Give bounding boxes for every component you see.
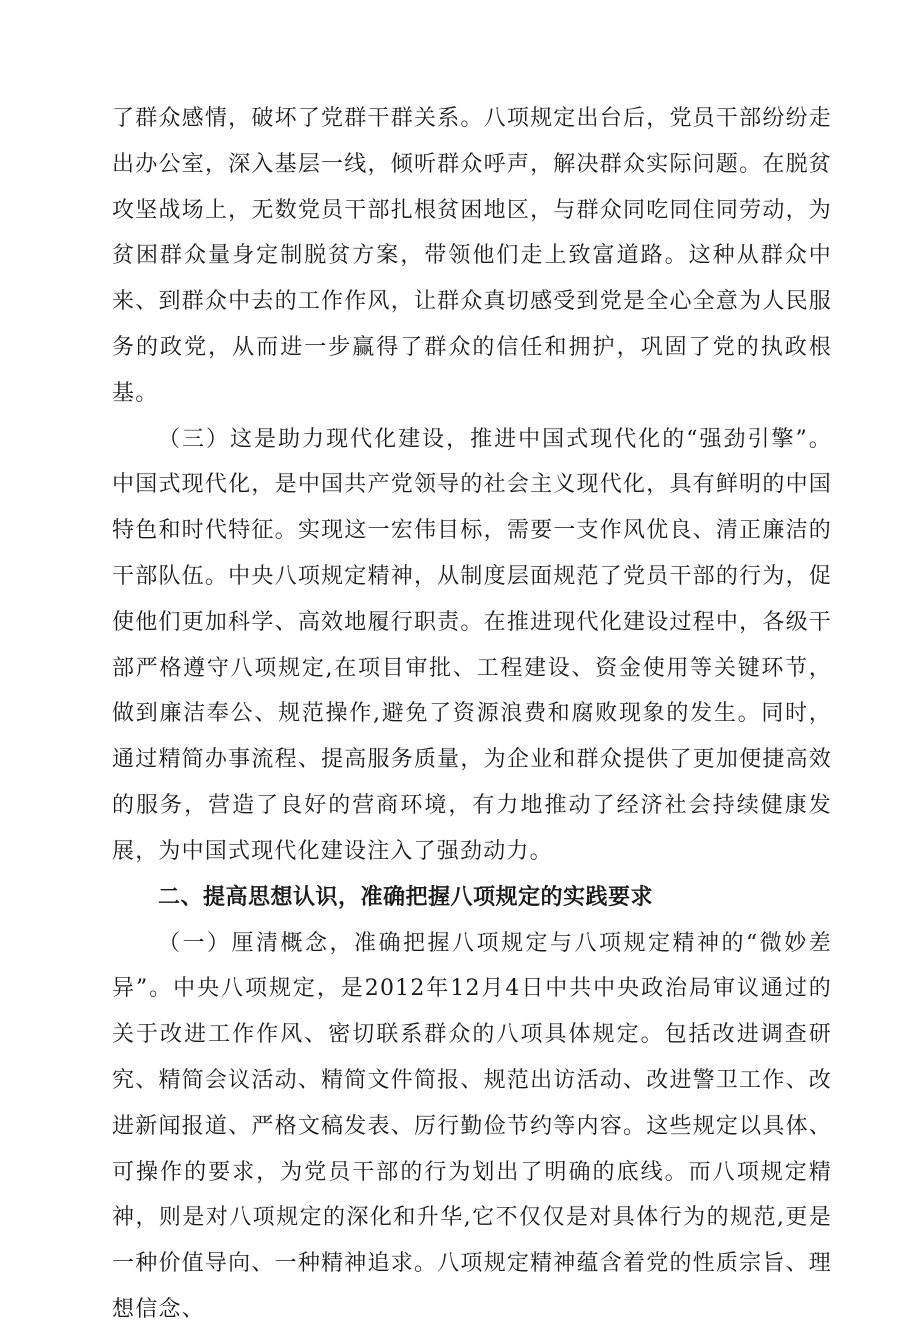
section-heading-two: 二、提高思想认识，准确把握八项规定的实践要求 (158, 884, 654, 910)
paragraph-subsection-one: （一）厘清概念，准确把握八项规定与八项规定精神的“微妙差异”。中央八项规定，是2012年12月4日中共中央政治局审议通过的关于改进工作作风、密切联系群众的八项具体规定。包括改进调查研究、精简会议活动、精简文件简报、规范出访活动、改进警卫工作、改进新闻报道、严格文稿发表、厉行勤俭节约等内容。这些规定以具体、可操作的要求，为党员干部的行为划出了明确的底线。而八项规定精神，则是对八项规定的深化和升华,它不仅仅是对具体行为的规范,更是一种价值导向、一种精神追求。八项规定精神蕴含着党的性质宗旨、理想信念、 (112, 930, 832, 1322)
paragraph-section-three: （三）这是助力现代化建设，推进中国式现代化的“强劲引擎”。中国式现代化，是中国共产党领导的社会主义现代化，具有鲜明的中国特色和时代特征。实现这一宏伟目标，需要一支作风优良、清正廉洁的干部队伍。中央八项规定精神，从制度层面规范了党员干部的行为，促使他们更加科学、高效地履行职责。在推进现代化建设过程中，各级干部严格遵守八项规定,在项目审批、工程建设、资金使用等关键环节，做到廉洁奉公、规范操作,避免了资源浪费和腐败现象的发生。同时，通过精简办事流程、提高服务质量，为企业和群众提供了更加便捷高效的服务，营造了良好的营商环境，有力地推动了经济社会持续健康发展，为中国式现代化建设注入了强劲动力。 (112, 426, 832, 864)
document-body (112, 96, 832, 1333)
paragraph-continuation: 了群众感情，破坏了党群干群关系。八项规定出台后，党员干部纷纷走出办公室，深入基层一线，倾听群众呼声，解决群众实际问题。在脱贫攻坚战场上，无数党员干部扎根贫困地区，与群众同吃同住同劳动，为贫困群众量身定制脱贫方案，带领他们走上致富道路。这种从群众中来、到群众中去的工作作风，让群众真切感受到党是全心全意为人民服务的政党，从而进一步赢得了群众的信任和拥护，巩固了党的执政根基。 (112, 106, 832, 406)
